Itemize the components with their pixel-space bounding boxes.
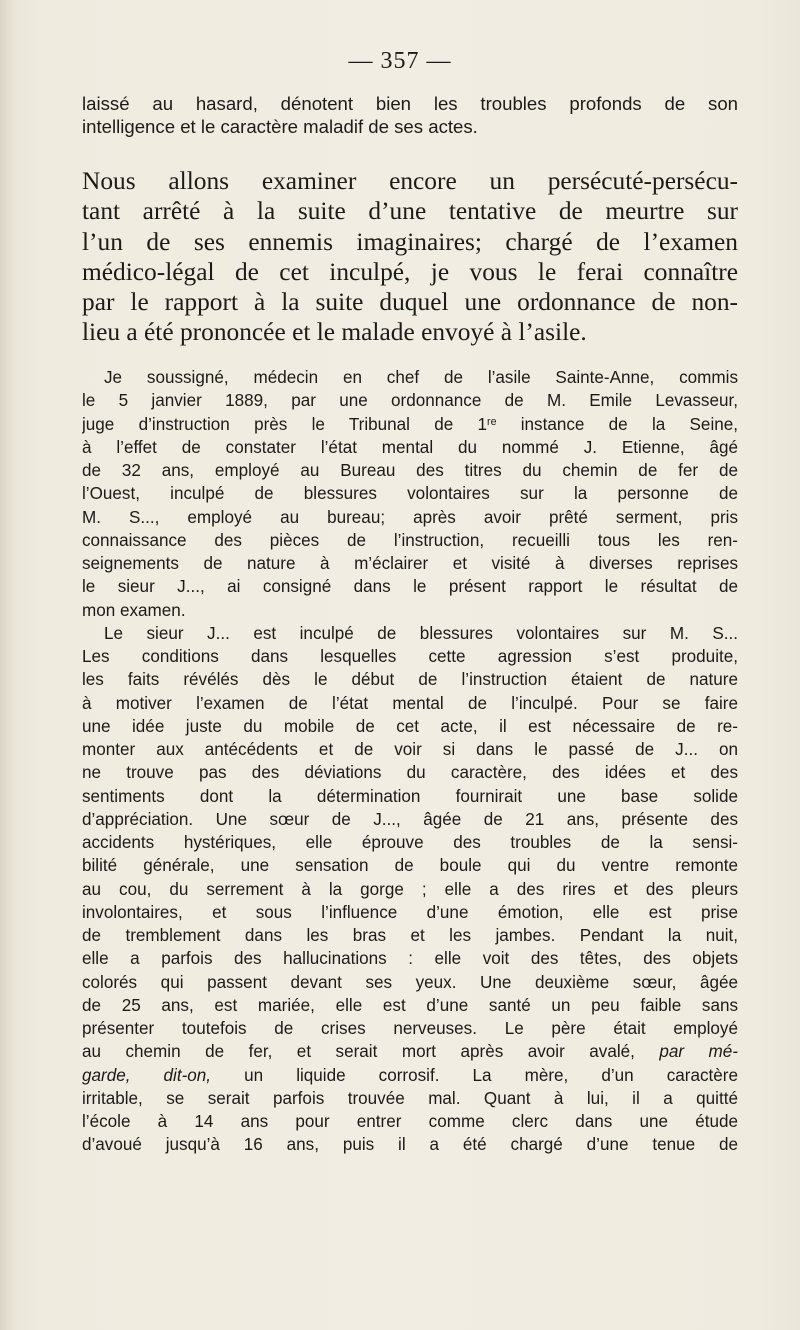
text-line xyxy=(82,366,738,389)
text-line: M. S..., employé au bureau; après avoir prêté serment, pris xyxy=(82,507,738,527)
text-line xyxy=(82,1064,738,1087)
text-line: intelligence et le caractère maladif de ses actes. xyxy=(82,116,478,137)
text-line: ne trouve pas des déviations du caractère, des idées et des xyxy=(82,763,738,783)
text-line: bilité générale, une sensation de boule qui du ventre remonte xyxy=(82,856,738,876)
text-line: colorés qui passent devant ses yeux. Une deuxième sœur, âgée xyxy=(82,972,738,992)
text-line: involontaires, et sous l’influence d’une émotion, elle est prise xyxy=(82,902,738,922)
text-line: de 32 ans, employé au Bureau des titres du chemin de fer de xyxy=(82,461,738,480)
text-line: tant arrêté à la suite d’une tentative de meurtre sur xyxy=(82,197,738,226)
text-line: le sieur J..., ai consigné dans le présent rapport le résultat de xyxy=(82,577,738,597)
text-span: Le sieur J... est inculpé de blessures volontaires sur M. S... xyxy=(104,623,738,643)
intro-paragraph xyxy=(82,92,738,138)
text-line: une idée juste du mobile de cet acte, il est nécessaire de re- xyxy=(82,716,738,736)
lead-paragraph xyxy=(82,166,738,348)
text-line: laissé au hasard, dénotent bien les troubles profonds de son xyxy=(82,93,738,114)
text-line: irritable, se serait parfois trouvée mal. Quant à lui, il a quitté xyxy=(82,1088,738,1108)
text-span: un liquide corrosif. La mère, d’un caractère xyxy=(211,1065,738,1085)
text-line: présenter toutefois de crises nerveuses. Le père était employé xyxy=(82,1019,738,1038)
text-span: juge d’instruction près le Tribunal de 1 xyxy=(82,414,488,434)
text-line: l’un de ses ennemis imaginaires; chargé de l’examen xyxy=(82,227,738,256)
text-line: d’appréciation. Une sœur de J..., âgée de 21 ans, présente des xyxy=(82,809,738,829)
text-span: Je soussigné, médecin en chef de l’asile Sainte-Anne, commis xyxy=(104,368,738,387)
text-line xyxy=(82,1040,738,1063)
italic-span: par mé- xyxy=(659,1042,738,1062)
text-line: connaissance des pièces de l’instruction, recueilli tous les ren- xyxy=(82,530,738,550)
text-line: sentiments dont la détermination fournirait une base solide xyxy=(82,786,738,806)
text-line: lieu a été prononcée et le malade envoyé à l’asile. xyxy=(82,318,587,347)
text-line: monter aux antécédents et de voir si dans le passé de J... on xyxy=(82,740,738,759)
text-line: d’avoué jusqu’à 16 ans, puis il a été chargé d’une tenue de xyxy=(82,1135,738,1155)
text-line: seignements de nature à m’éclairer et visité à diverses reprises xyxy=(82,554,738,573)
text-span: instance de la Seine, xyxy=(496,414,738,434)
text-line: Nous allons examiner encore un persécuté-persécu- xyxy=(82,167,738,195)
page-number: — 357 — xyxy=(348,48,452,74)
text-line: les faits révélés dès le début de l’instruction étaient de nature xyxy=(82,670,738,690)
text-line: de tremblement dans les bras et les jambes. Pendant la nuit, xyxy=(82,926,738,945)
text-line: médico-légal de cet inculpé, je vous le ferai connaître xyxy=(82,257,738,286)
medical-report xyxy=(82,366,738,1157)
text-line: de 25 ans, est mariée, elle est d’une santé un peu faible sans xyxy=(82,995,738,1015)
text-line: l’école à 14 ans pour entrer comme clerc dans une étude xyxy=(82,1112,738,1131)
text-line: Les conditions dans lesquelles cette agression s’est produite, xyxy=(82,647,738,666)
text-line: à l’effet de constater l’état mental du nommé J. Etienne, âgé xyxy=(82,437,738,457)
text-line xyxy=(82,413,738,436)
text-line: par le rapport à la suite duquel une ordonnance de non- xyxy=(82,288,738,317)
text-line: le 5 janvier 1889, par une ordonnance de M. Emile Levasseur, xyxy=(82,391,738,411)
italic-span: garde, dit-on, xyxy=(82,1065,212,1085)
text-line xyxy=(82,622,738,645)
text-line: accidents hystériques, elle éprouve des troubles de la sensi- xyxy=(82,833,738,852)
superscript: re xyxy=(487,415,497,428)
text-span: au chemin de fer, et serait mort après avoir avalé, xyxy=(82,1042,660,1062)
text-line: au cou, du serrement à la gorge ; elle a des rires et des pleurs xyxy=(82,879,738,899)
text-line: à motiver l’examen de l’état mental de l’inculpé. Pour se faire xyxy=(82,693,738,713)
text-line: l’Ouest, inculpé de blessures volontaires sur la personne de xyxy=(82,484,738,504)
text-line: elle a parfois des hallucinations : elle voit des têtes, des objets xyxy=(82,949,738,969)
text-line: mon examen. xyxy=(82,600,186,620)
